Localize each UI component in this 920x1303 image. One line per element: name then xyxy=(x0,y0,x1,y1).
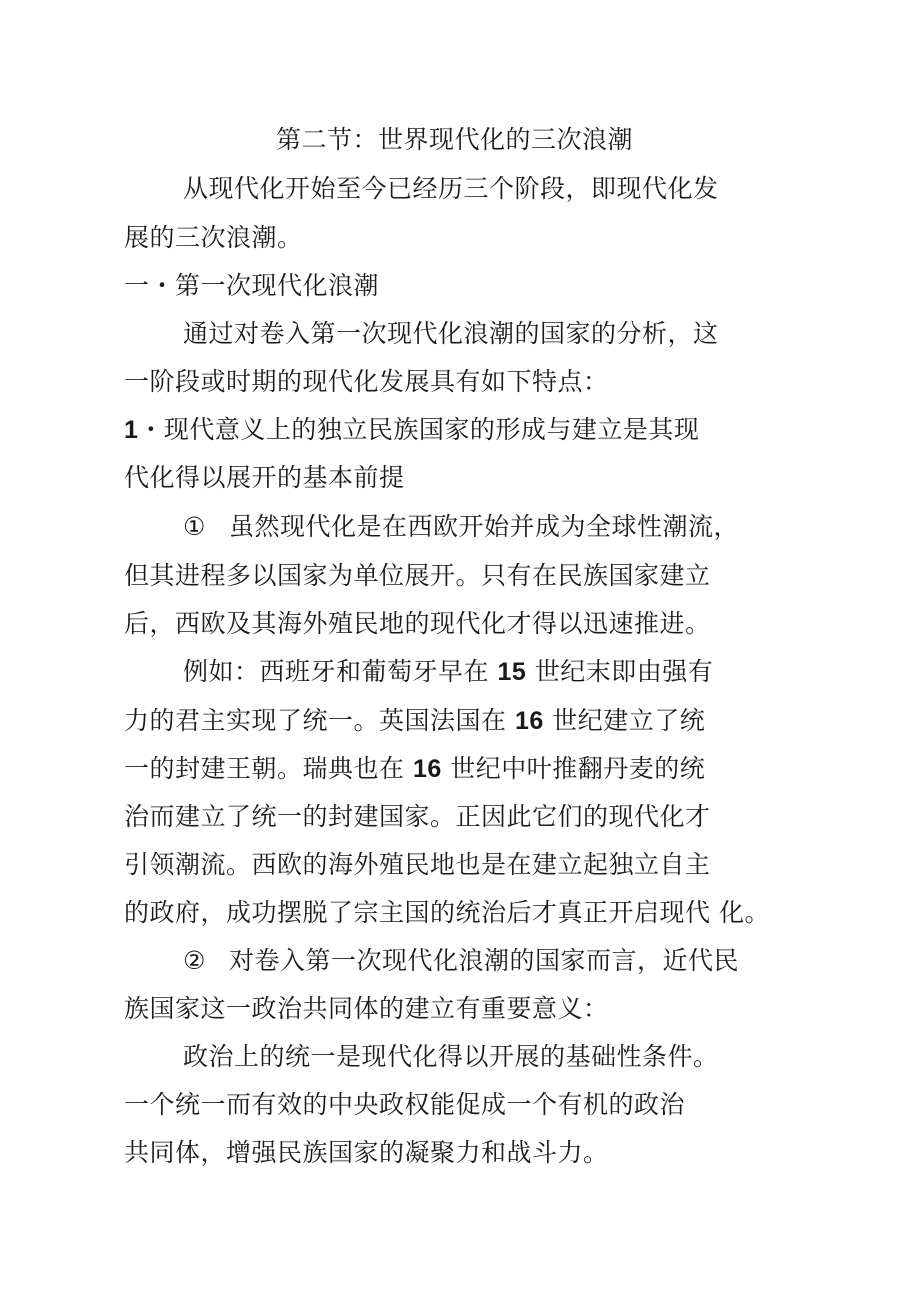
point-1-number: 1 xyxy=(124,416,139,444)
example-line-5: 引领潮流。西欧的海外殖民地也是在建立起独立自主 xyxy=(124,850,711,879)
sub-1-line-3: 后，西欧及其海外殖民地的现代化才得以迅速推进。 xyxy=(124,609,711,638)
example-line-3 xyxy=(124,753,705,785)
political-line-3: 共同体，增强民族国家的凝聚力和战斗力。 xyxy=(124,1138,609,1167)
example-number-16b: 16 xyxy=(412,755,442,783)
example-line-4: 治而建立了统一的封建国家。正因此它们的现代化才 xyxy=(124,802,711,831)
example-number-16a: 16 xyxy=(514,707,544,735)
political-line-2: 一个统一而有效的中央政权能促成一个有机的政治 xyxy=(124,1090,686,1119)
heading-first-wave: 一・第一次现代化浪潮 xyxy=(124,271,380,300)
features-line-1: 通过对卷入第一次现代化浪潮的国家的分析，这 xyxy=(183,319,719,348)
point-1-text: ・现代意义上的独立民族国家的形成与建立是其现 xyxy=(138,415,700,444)
features-line-2: 一阶段或时期的现代化发展具有如下特点： xyxy=(124,367,609,396)
sub-1-text: 虽然现代化是在西欧开始并成为全球性潮流， xyxy=(229,512,740,541)
example-number-15: 15 xyxy=(497,658,527,686)
circled-one-marker: ① xyxy=(183,512,206,541)
example-line-6: 的政府，成功摆脱了宗主国的统治后才真正开启现代 化。 xyxy=(124,898,770,927)
sub-1-line-2: 但其进程多以国家为单位展开。只有在民族国家建立 xyxy=(124,561,711,590)
point-1-line-1 xyxy=(124,414,699,446)
example-line-1 xyxy=(183,656,713,688)
example-text-2b: 世纪建立了统 xyxy=(543,706,706,735)
sub-2-text: 对卷入第一次现代化浪潮的国家而言，近代民 xyxy=(229,946,740,975)
example-text-3a: 一的封建王朝。瑞典也在 xyxy=(124,754,413,783)
sub-2-line-1 xyxy=(183,945,739,977)
example-text-1b: 世纪末即由强有 xyxy=(526,657,714,686)
example-line-2 xyxy=(124,705,705,737)
example-text-2a: 力的君主实现了统一。英国法国在 xyxy=(124,706,515,735)
sub-2-line-2: 族国家这一政治共同体的建立有重要意义： xyxy=(124,994,609,1023)
sub-1-line-1 xyxy=(183,511,739,543)
example-text-1a: 例如：西班牙和葡萄牙早在 xyxy=(183,657,498,686)
example-text-3b: 世纪中叶推翻丹麦的统 xyxy=(441,754,706,783)
political-line-1: 政治上的统一是现代化得以开展的基础性条件。 xyxy=(183,1042,719,1071)
intro-line-2: 展的三次浪潮。 xyxy=(124,223,303,252)
intro-line-1: 从现代化开始至今已经历三个阶段，即现代化发 xyxy=(183,174,719,203)
circled-two-marker: ② xyxy=(183,946,206,975)
point-1-line-2: 代化得以展开的基本前提 xyxy=(124,463,405,492)
section-title: 第二节：世界现代化的三次浪潮 xyxy=(276,125,634,154)
